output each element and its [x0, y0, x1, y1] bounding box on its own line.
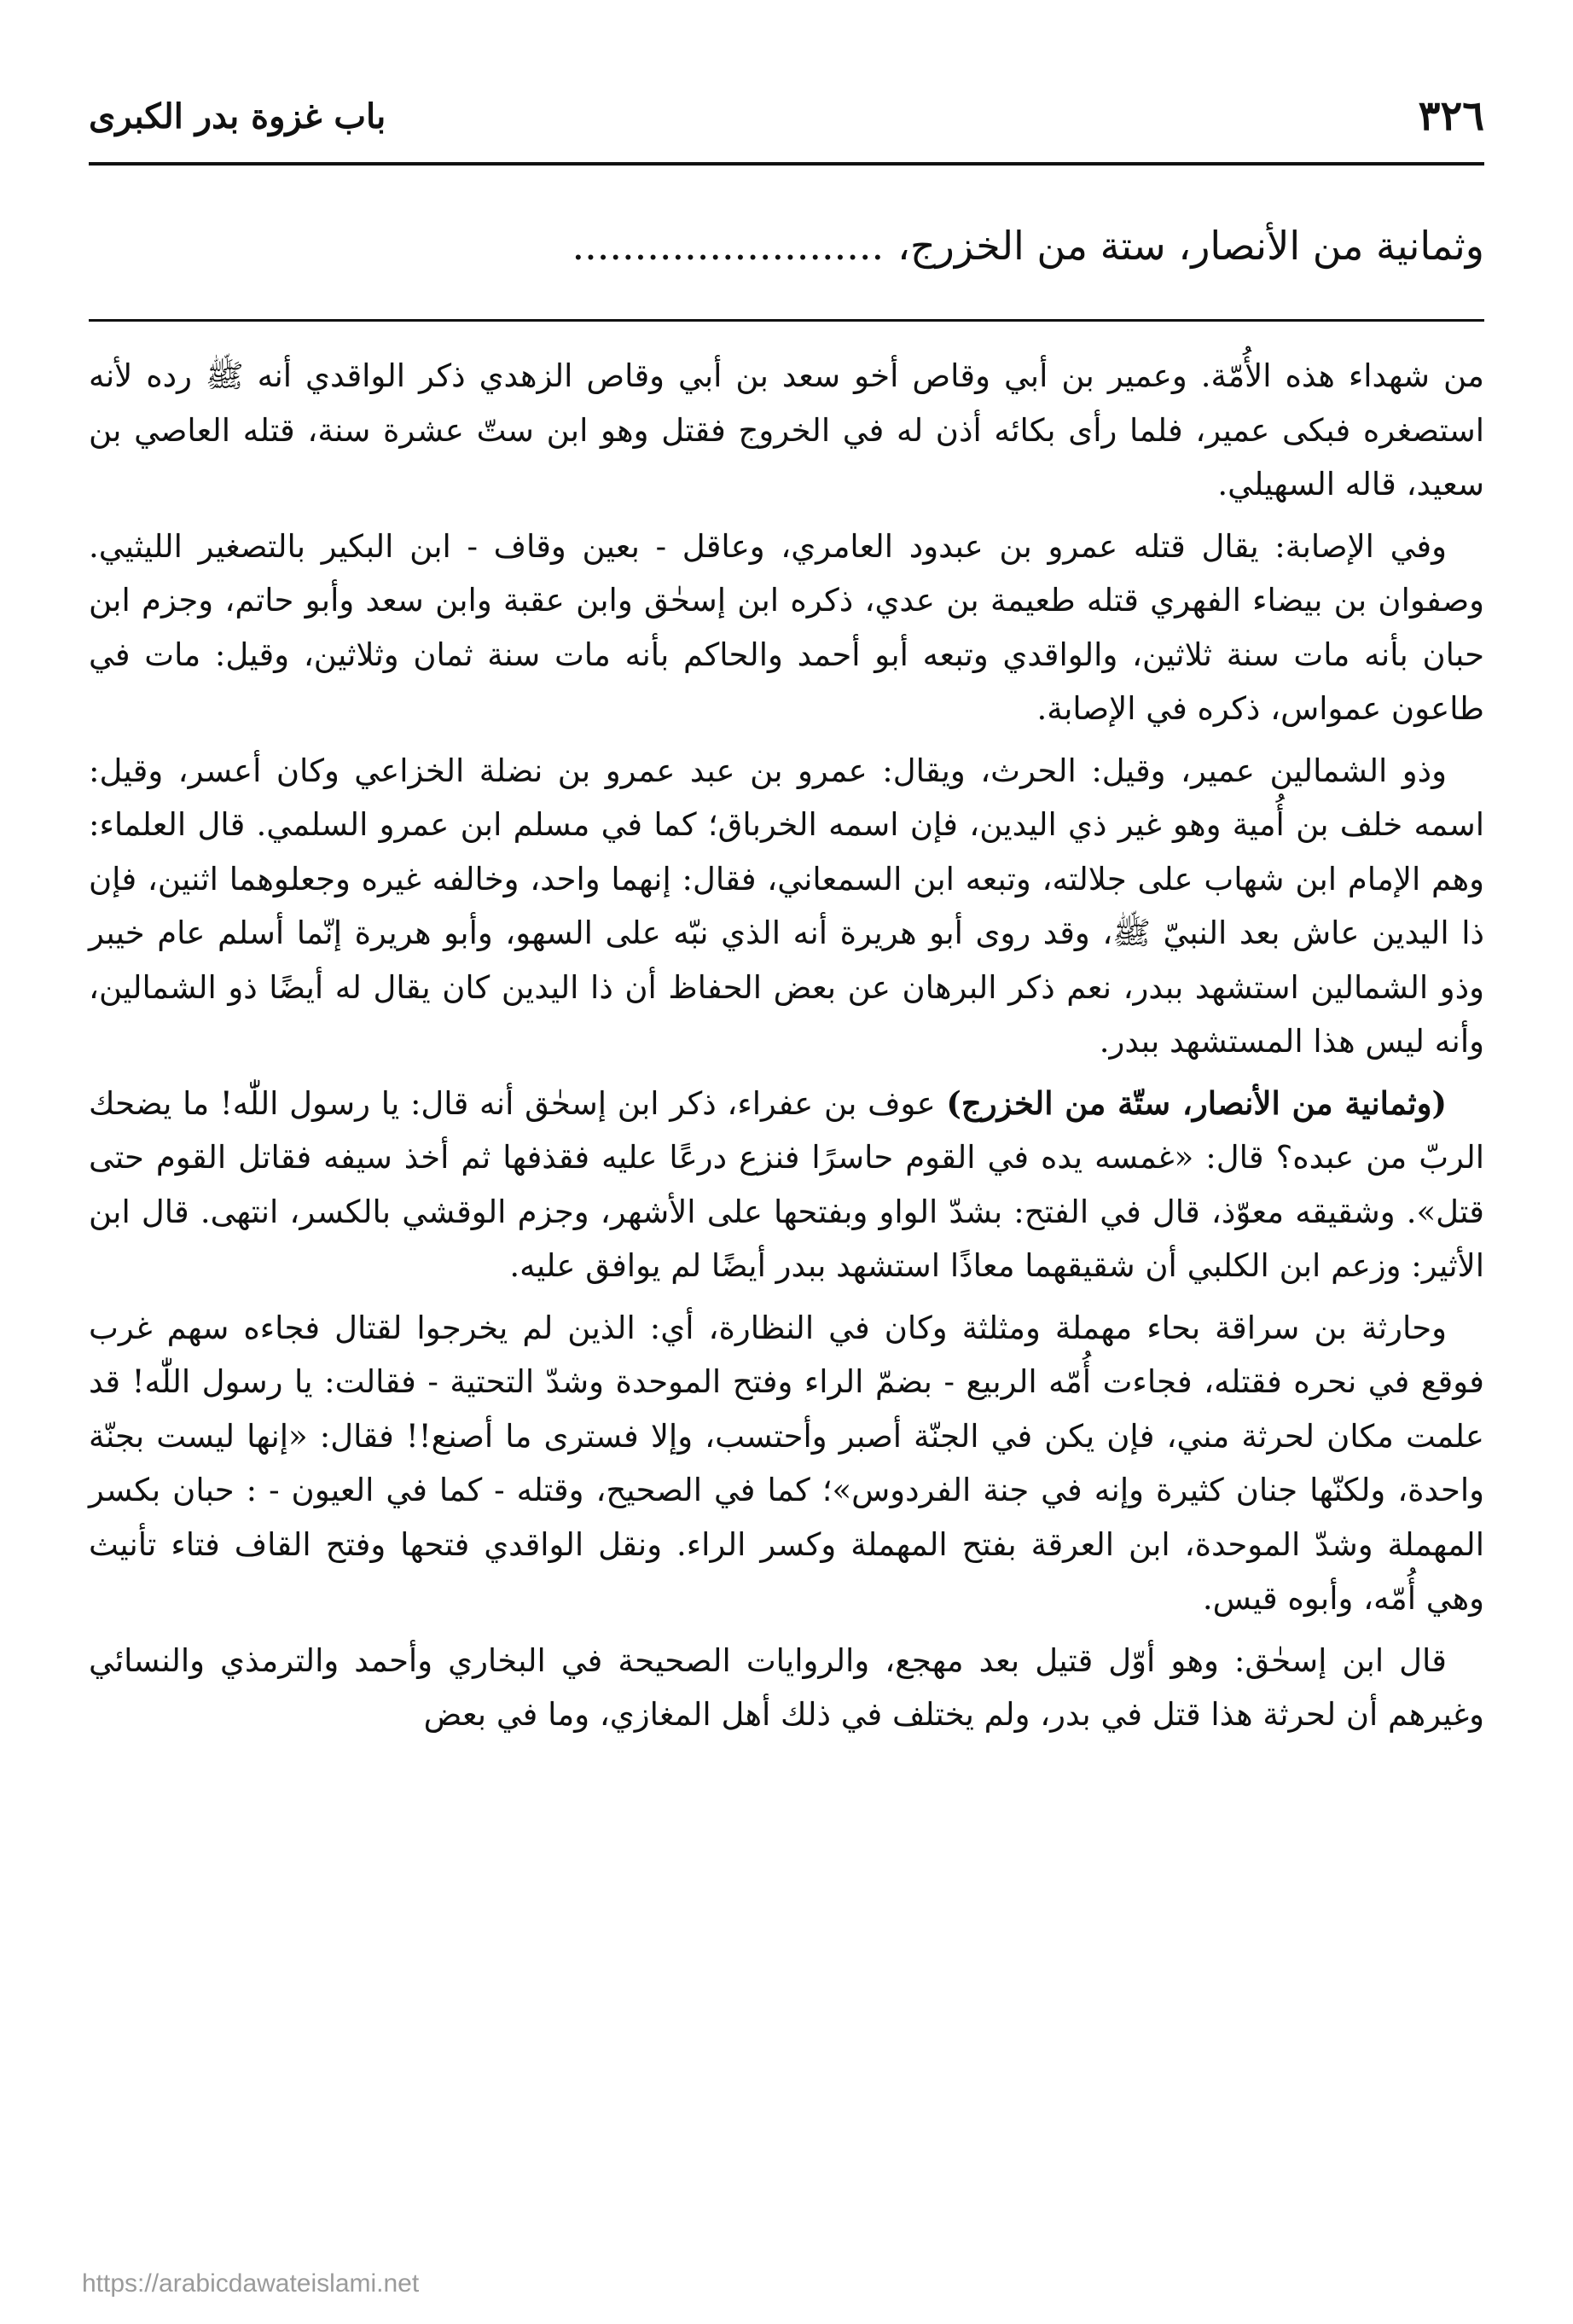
lemma-text: (وثمانية من الأنصار، ستّة من الخزرج) [946, 1084, 1447, 1122]
commentary-paragraph [89, 1077, 1484, 1293]
commentary-paragraph: وذو الشمالين عمير، وقيل: الحرث، ويقال: عمرو بن عبد عمرو بن نضلة الخزاعي وكان أعسر، وقيل: اسمه خلف بن أُمية وهو غير ذي اليدين، فإن اسمه الخرباق؛ كما في مسلم ابن عمرو السلمي. قال العلماء: وهم الإمام ابن شهاب على جلالته، وتبعه ابن السمعاني، فقال: إنهما واحد، وخالفه غيره وجعلوهما اثنين، فإن ذا اليدين عاش بعد النبيّ ﷺ، وقد روى أبو هريرة أنه الذي نبّه على السهو، وأبو هريرة إنّما أسلم عام خيبر وذو الشمالين استشهد ببدر، نعم ذكر البرهان عن بعض الحفاظ أن ذا اليدين كان يقال له أيضًا ذو الشمالين، وأنه ليس هذا المستشهد ببدر. [89, 752, 1484, 1060]
commentary [89, 349, 1484, 1742]
matn-dots: ......................... [572, 223, 885, 269]
lemma-commentary: عوف بن عفراء، ذكر ابن إسحٰق أنه قال: يا رسول اللّٰه! ما يضحك الربّ من عبده؟ قال: «غمسه يده في القوم حاسرًا فنزع درعًا عليه فقذفها ثم أخذ سيفه فقاتل القوم حتى قتل». وشقيقه معوّذ، قال في الفتح: بشدّ الواو وبفتحها على الأشهر، وجزم الوقشي بالكسر، انتهى. قال ابن الأثير: وزعم ابن الكلبي أن شقيقهما معاذًا استشهد ببدر أيضًا لم يوافق عليه. [89, 1084, 1484, 1284]
commentary-paragraph: وحارثة بن سراقة بحاء مهملة ومثلثة وكان في النظارة، أي: الذين لم يخرجوا لقتال فجاءه سهم غرب فوقع في نحره فقتله، فجاءت أُمّه الربيع - بضمّ الراء وفتح الموحدة وشدّ التحتية - فقالت: يا رسول اللّٰه! قد علمت مكان لحرثة مني، فإن يكن في الجنّة أصبر وأحتسب، وإلا فسترى ما أصنع!! فقال: «إنها ليست بجنّة واحدة، ولكنّها جنان كثيرة وإنه في جنة الفردوس»؛ كما في الصحيح، وقتله - كما في العيون - : حبان بكسر المهملة وشدّ الموحدة، ابن العرقة بفتح المهملة وكسر الراء. ونقل الواقدي فتحها وفتح القاف فتاء تأنيث وهي أُمّه، وأبوه قيس. [89, 1309, 1484, 1617]
watermark-url: https://arabicdawateislami.net [82, 2269, 420, 2298]
header-rule [89, 162, 1484, 166]
commentary-paragraph: من شهداء هذه الأُمّة. وعمير بن أبي وقاص أخو سعد بن أبي وقاص الزهدي ذكر الواقدي أنه ﷺ رده لأنه استصغره فبكى عمير، فلما رأى بكائه أذن له في الخروج فقتل وهو ابن ستّ عشرة سنة، قتله العاصي بن سعيد، قاله السهيلي. [89, 357, 1484, 503]
commentary-paragraph: وفي الإصابة: يقال قتله عمرو بن عبدود العامري، وعاقل - بعين وقاف - ابن البكير بالتصغير الليثيي. وصفوان بن بيضاء الفهري قتله طعيمة بن عدي، ذكره ابن إسحٰق وابن عقبة وابن سعد وأبو حاتم، وجزم ابن حبان بأنه مات سنة ثلاثين، والواقدي وتبعه أبو أحمد والحاكم بأنه مات سنة ثمان وثلاثين، وقيل: مات في طاعون عمواس، ذكره في الإصابة. [89, 527, 1484, 727]
matn-text: وثمانية من الأنصار، ستة من الخزرج، [897, 223, 1484, 269]
running-header [89, 75, 1484, 157]
matn-separator-rule [89, 319, 1484, 322]
matn-line [89, 205, 1484, 287]
page-number: ٣٢٦ [1418, 92, 1484, 140]
chapter-title: باب غزوة بدر الكبرى [89, 96, 386, 137]
commentary-paragraph: قال ابن إسحٰق: وهو أوّل قتيل بعد مهجع، والروايات الصحيحة في البخاري وأحمد والترمذي والنسائي وغيرهم أن لحرثة هذا قتل في بدر، ولم يختلف في ذلك أهل المغازي، وما في بعض [89, 1641, 1484, 1733]
